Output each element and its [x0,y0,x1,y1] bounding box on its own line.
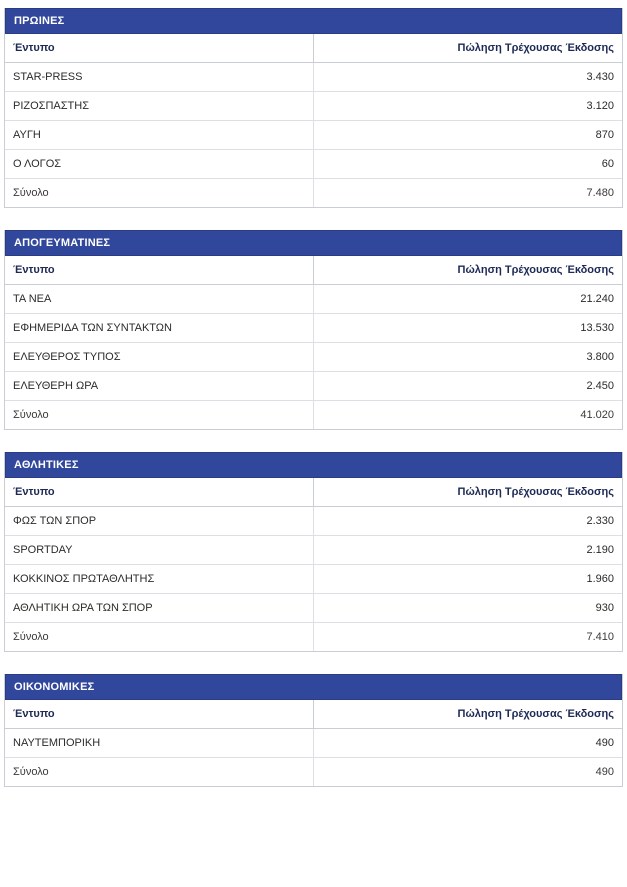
category-table [5,700,622,786]
table-row [5,314,622,343]
table-row [5,565,622,594]
column-header-name: Έντυπο [5,478,314,507]
publication-name: ΕΛΕΥΘΕΡΗ ΩΡΑ [5,372,314,401]
table-total-row [5,758,622,787]
publication-sales: 21.240 [314,285,623,314]
publication-name: ΝΑΥΤΕΜΠΟΡΙΚΗ [5,729,314,758]
total-value: 490 [314,758,623,787]
table-row [5,285,622,314]
table-row [5,63,622,92]
table-total-row [5,179,622,208]
table-total-row [5,623,622,652]
category-table [5,34,622,207]
table-row [5,536,622,565]
publication-sales: 13.530 [314,314,623,343]
category-title: ΠΡΩΙΝΕΣ [5,8,622,34]
publication-sales: 2.330 [314,507,623,536]
category-table [5,256,622,429]
category-section-athlitikes [4,452,623,652]
category-title: ΑΘΛΗΤΙΚΕΣ [5,452,622,478]
table-row [5,729,622,758]
table-row [5,594,622,623]
publication-name: ΕΛΕΥΘΕΡΟΣ ΤΥΠΟΣ [5,343,314,372]
total-value: 7.410 [314,623,623,652]
category-title: ΑΠΟΓΕΥΜΑΤΙΝΕΣ [5,230,622,256]
publication-sales: 490 [314,729,623,758]
publication-sales: 3.800 [314,343,623,372]
table-header-row [5,256,622,285]
publication-name: ΡΙΖΟΣΠΑΣΤΗΣ [5,92,314,121]
column-header-value: Πώληση Τρέχουσας Έκδοσης [314,256,623,285]
total-label: Σύνολο [5,179,314,208]
category-section-proines [4,8,623,208]
table-header-row [5,478,622,507]
table-header-row [5,700,622,729]
column-header-name: Έντυπο [5,34,314,63]
total-value: 41.020 [314,401,623,430]
publication-sales: 3.430 [314,63,623,92]
publication-name: ΕΦΗΜΕΡΙΔΑ ΤΩΝ ΣΥΝΤΑΚΤΩΝ [5,314,314,343]
table-row [5,92,622,121]
column-header-value: Πώληση Τρέχουσας Έκδοσης [314,700,623,729]
publication-name: ΚΟΚΚΙΝΟΣ ΠΡΩΤΑΘΛΗΤΗΣ [5,565,314,594]
table-header-row [5,34,622,63]
table-row [5,507,622,536]
publication-name: ΑΥΓΗ [5,121,314,150]
total-label: Σύνολο [5,623,314,652]
category-section-apogeymatines [4,230,623,430]
publication-sales: 1.960 [314,565,623,594]
total-label: Σύνολο [5,758,314,787]
publication-sales: 930 [314,594,623,623]
total-label: Σύνολο [5,401,314,430]
category-section-oikonomikes [4,674,623,787]
table-total-row [5,401,622,430]
column-header-name: Έντυπο [5,700,314,729]
table-row [5,372,622,401]
publication-sales: 60 [314,150,623,179]
publication-sales: 2.450 [314,372,623,401]
category-title: ΟΙΚΟΝΟΜΙΚΕΣ [5,674,622,700]
publication-name: SPORTDAY [5,536,314,565]
column-header-value: Πώληση Τρέχουσας Έκδοσης [314,478,623,507]
publication-name: STAR-PRESS [5,63,314,92]
publication-name: Ο ΛΟΓΟΣ [5,150,314,179]
publication-sales: 2.190 [314,536,623,565]
publication-name: ΑΘΛΗΤΙΚΗ ΩΡΑ ΤΩΝ ΣΠΟΡ [5,594,314,623]
total-value: 7.480 [314,179,623,208]
publication-name: ΦΩΣ ΤΩΝ ΣΠΟΡ [5,507,314,536]
table-row [5,343,622,372]
publication-sales: 870 [314,121,623,150]
publication-name: ΤΑ ΝΕΑ [5,285,314,314]
category-table [5,478,622,651]
column-header-name: Έντυπο [5,256,314,285]
table-row [5,150,622,179]
publication-sales: 3.120 [314,92,623,121]
table-row [5,121,622,150]
column-header-value: Πώληση Τρέχουσας Έκδοσης [314,34,623,63]
